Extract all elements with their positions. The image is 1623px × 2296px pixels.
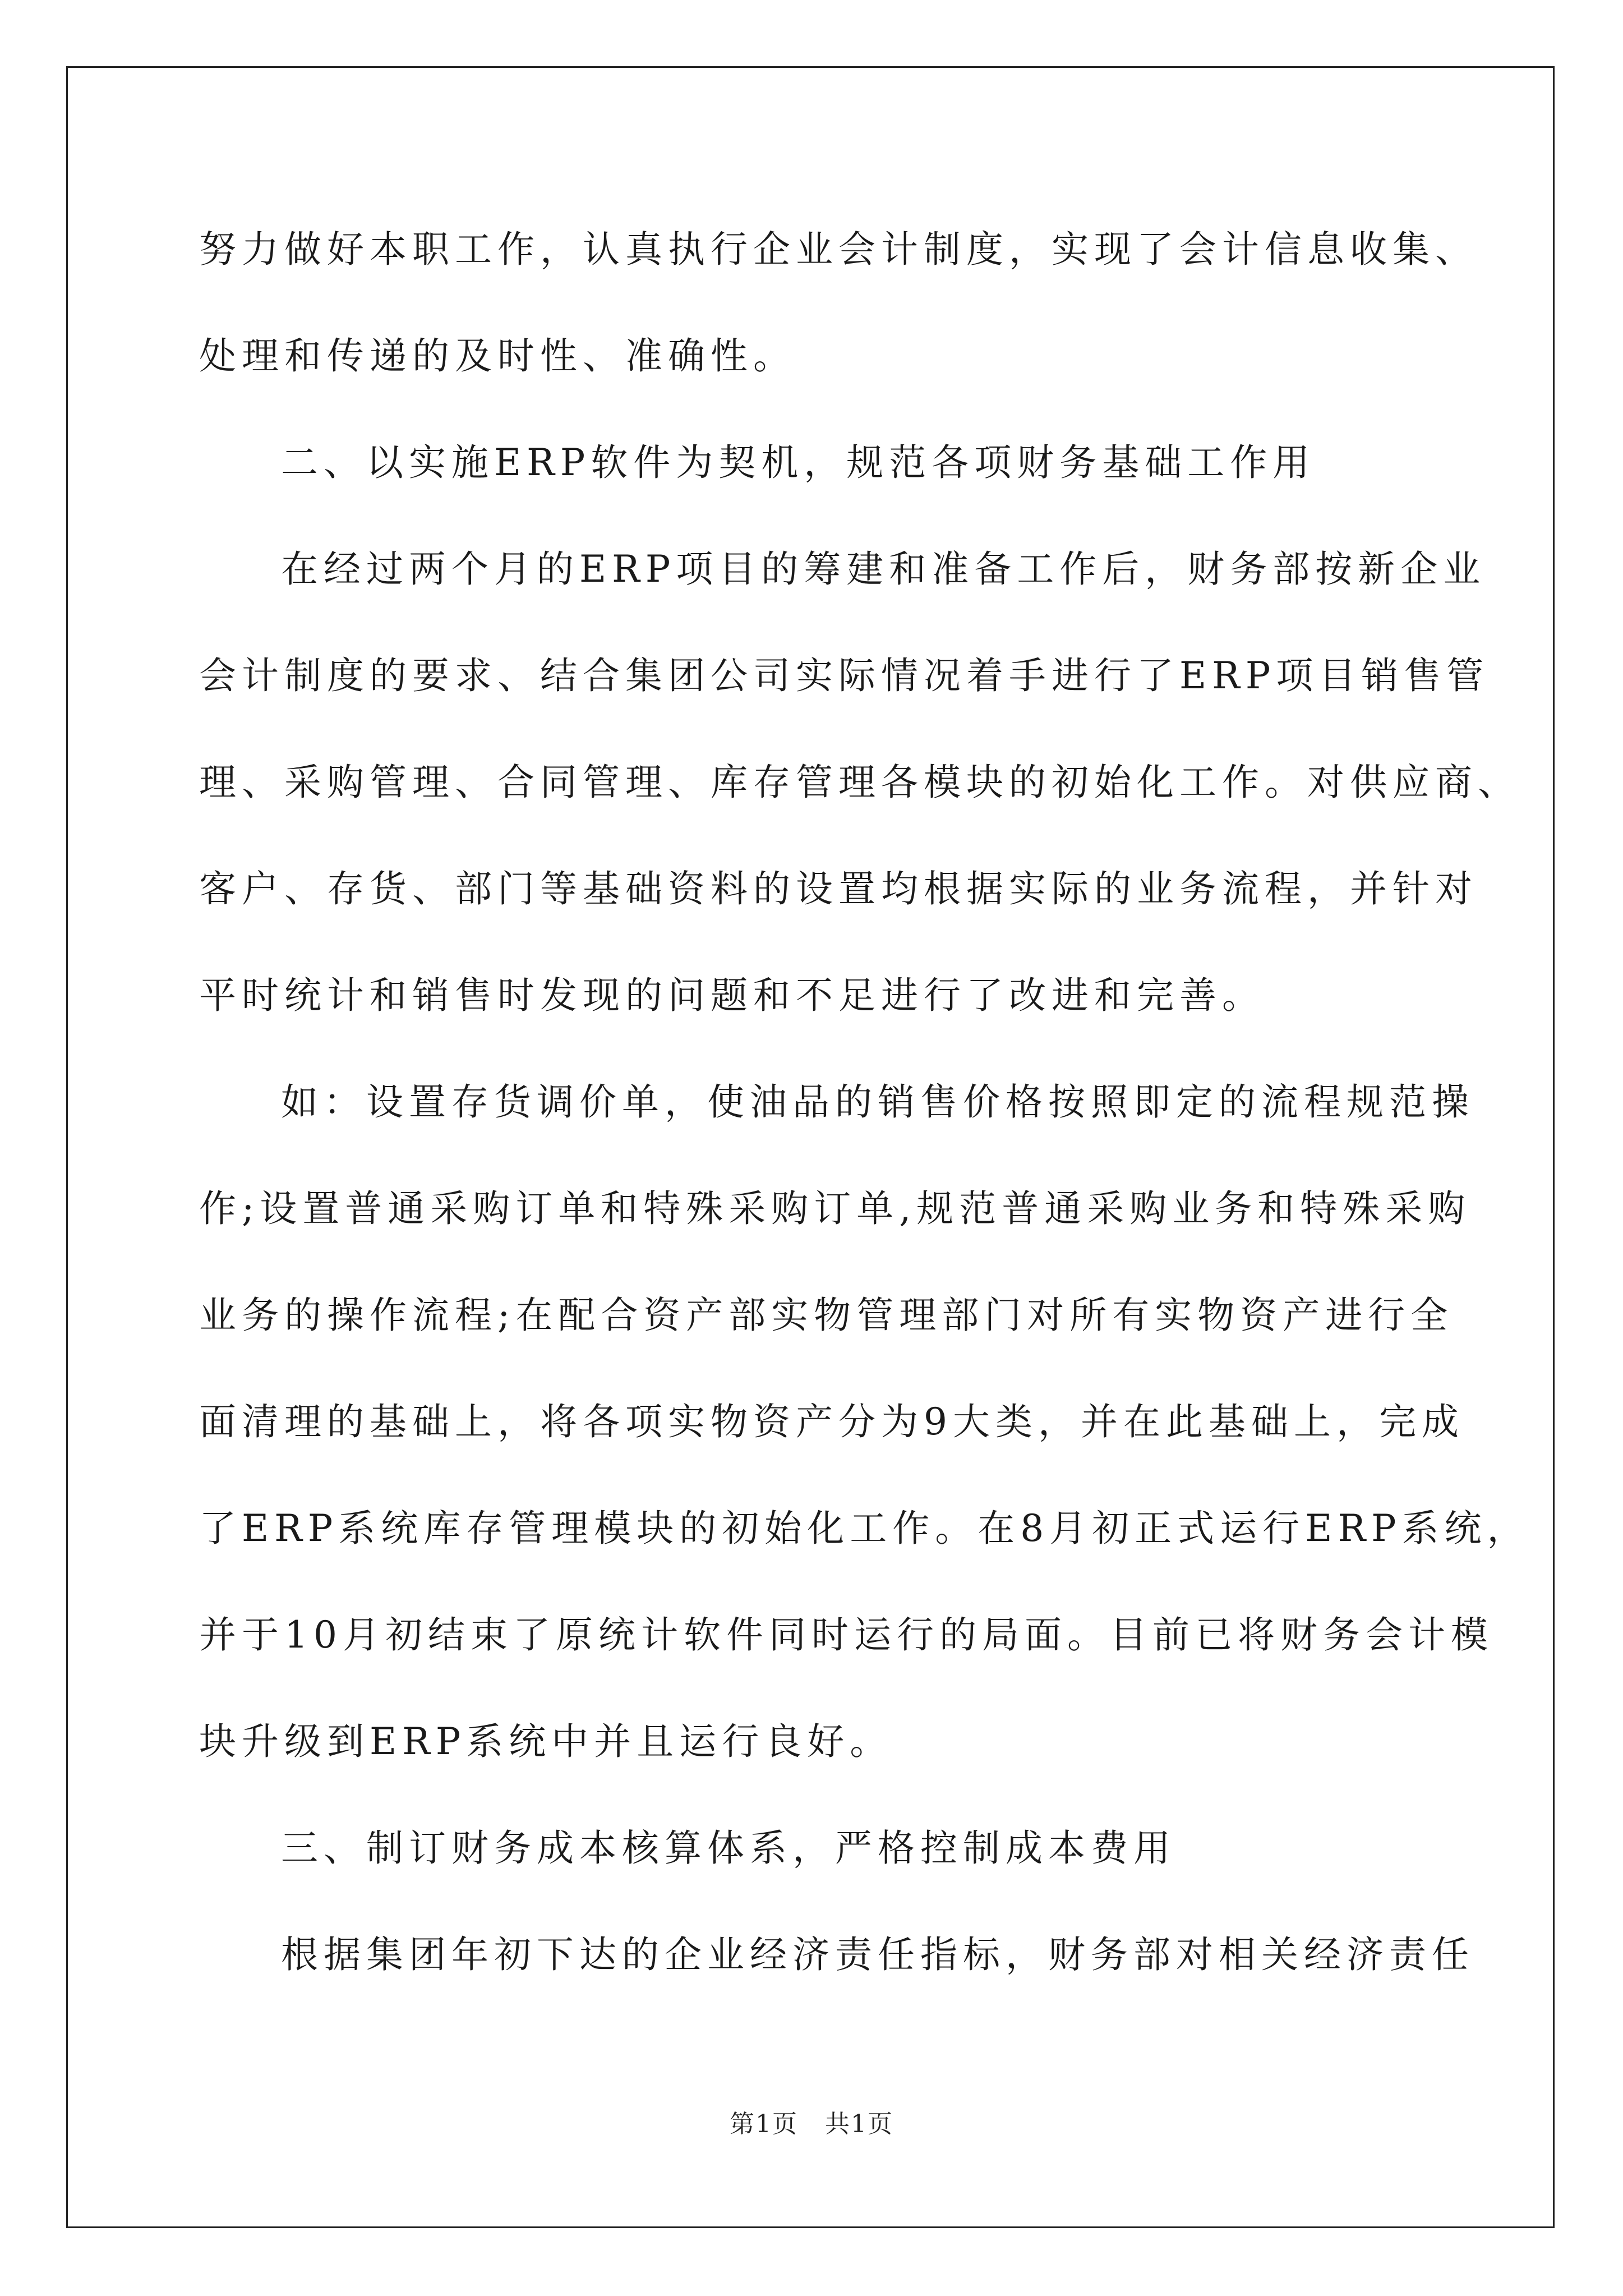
text-line: 如：设置存货调价单，使油品的销售价格按照即定的流程规范操 [281,1080,1474,1124]
document-body [199,208,1530,2019]
text-line: 作;设置普通采购订单和特殊采购订单,规范普通采购业务和特殊采购 [199,1187,1471,1230]
text-line: 会计制度的要求、结合集团公司实际情况着手进行了ERP项目销售管 [199,654,1490,697]
text-line: 并于10月初结束了原统计软件同时运行的局面。目前已将财务会计模 [199,1613,1493,1657]
text-line: 块升级到ERP系统中并且运行良好。 [199,1720,893,1763]
section-heading-2: 二、以实施ERP软件为契机，规范各项财务基础工作用 [281,441,1316,484]
text-line: 在经过两个月的ERP项目的筹建和准备工作后，财务部按新企业 [281,547,1486,591]
text-line: 平时统计和销售时发现的问题和不足进行了改进和完善。 [199,974,1265,1017]
text-line: 了ERP系统库存管理模块的初始化工作。在8月初正式运行ERP系统， [199,1507,1530,1550]
text-line: 客户、存货、部门等基础资料的设置均根据实际的业务流程，并针对 [199,867,1478,910]
text-line: 面清理的基础上，将各项实物资产分为9大类，并在此基础上，完成 [199,1400,1464,1443]
text-line: 努力做好本职工作，认真执行企业会计制度，实现了会计信息收集、 [199,228,1478,271]
section-heading-3: 三、制订财务成本核算体系，严格控制成本费用 [281,1826,1176,1870]
text-line: 根据集团年初下达的企业经济责任指标，财务部对相关经济责任 [281,1933,1474,1976]
page-footer: 第1页 共1页 [730,2110,893,2138]
text-line: 理、采购管理、合同管理、库存管理各模块的初始化工作。对供应商、 [199,761,1520,804]
text-line: 业务的操作流程;在配合资产部实物管理部门对所有实物资产进行全 [199,1294,1454,1337]
text-line: 处理和传递的及时性、准确性。 [199,334,796,378]
